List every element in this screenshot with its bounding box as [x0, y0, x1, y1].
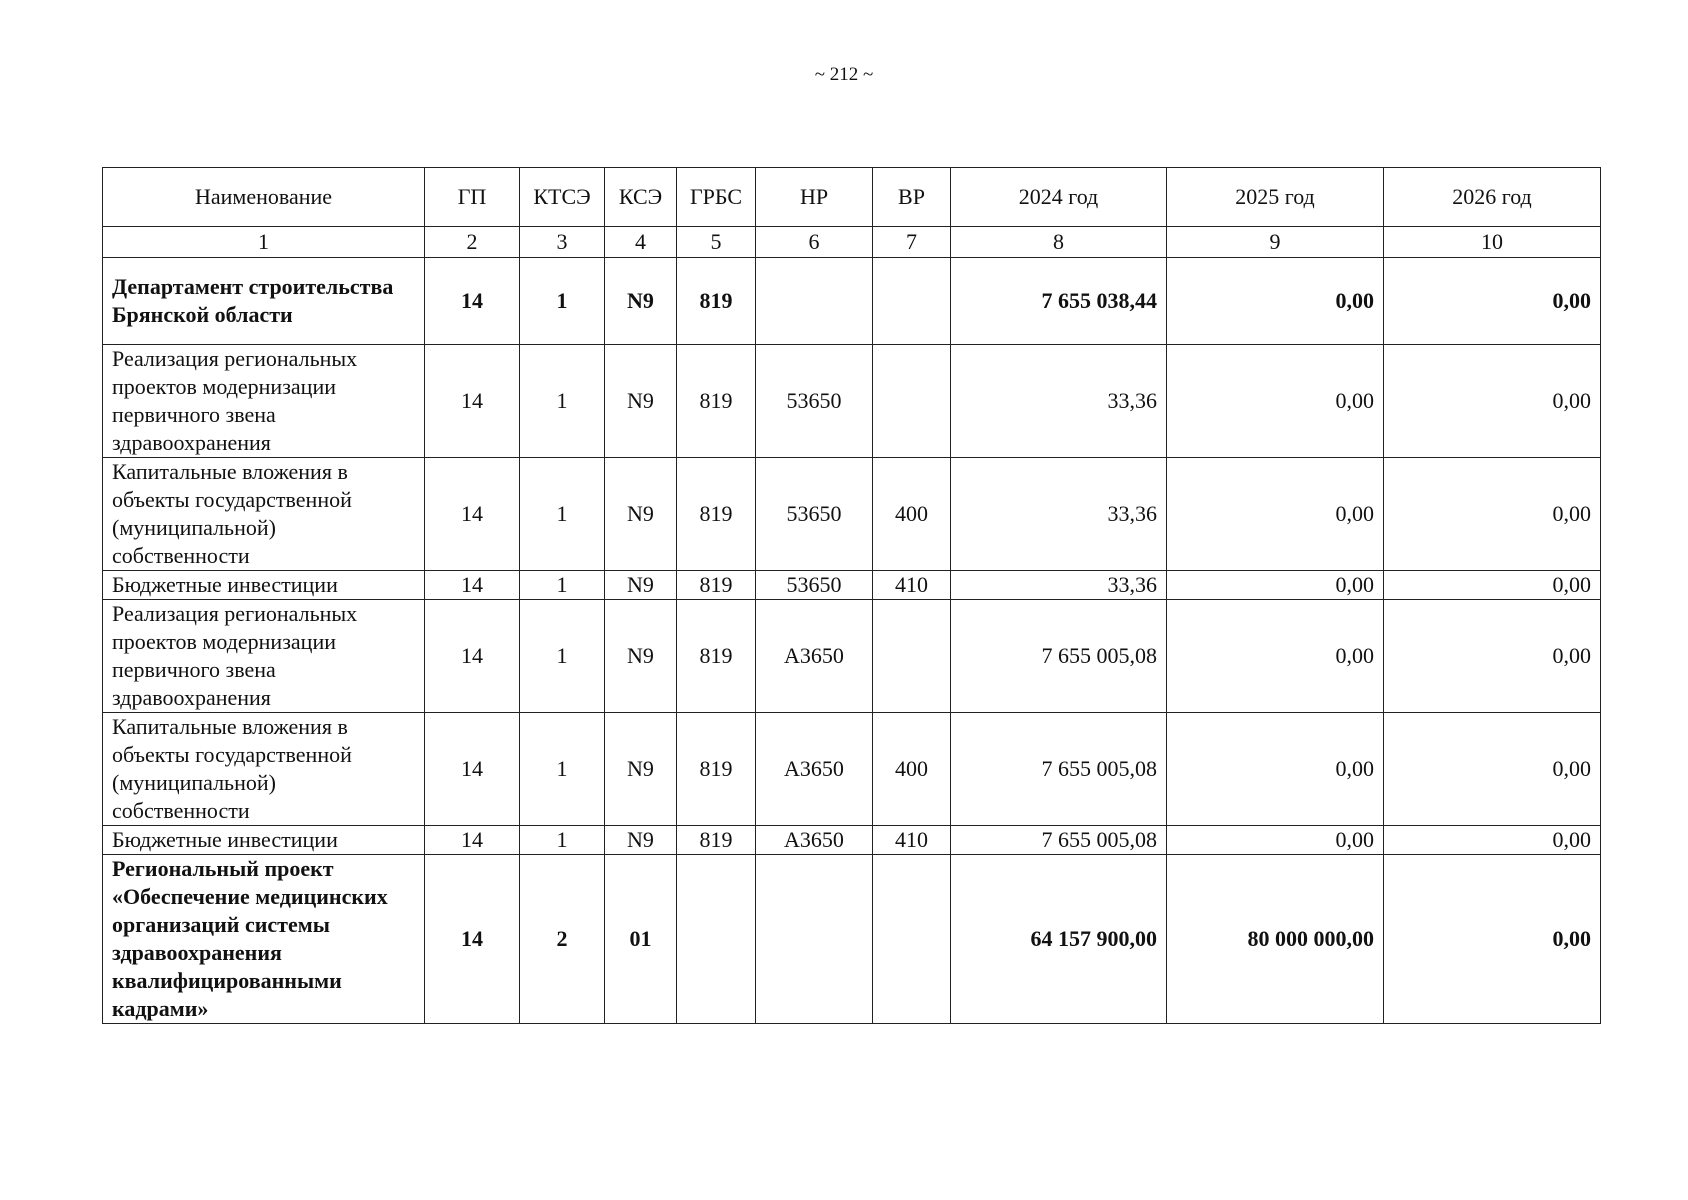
- column-number-row: [103, 227, 1601, 258]
- column-number: 2: [425, 227, 520, 258]
- row-ktse: 1: [520, 345, 605, 458]
- row-kse: N9: [605, 600, 677, 713]
- row-2024: 7 655 005,08: [951, 600, 1167, 713]
- row-name: Региональный проект «Обеспечение медицинских организаций системы здравоохранения квалифицированными кадрами»: [103, 855, 425, 1024]
- row-nr: А3650: [756, 713, 873, 826]
- table-row: [103, 258, 1601, 345]
- column-number: 9: [1167, 227, 1384, 258]
- row-2025: 0,00: [1167, 345, 1384, 458]
- row-ktse: 2: [520, 855, 605, 1024]
- row-gp: 14: [425, 855, 520, 1024]
- row-vr: [873, 600, 951, 713]
- row-gp: 14: [425, 600, 520, 713]
- row-gp: 14: [425, 258, 520, 345]
- column-number: 7: [873, 227, 951, 258]
- header-nr: НР: [756, 168, 873, 227]
- row-kse: N9: [605, 458, 677, 571]
- row-vr: [873, 258, 951, 345]
- budget-table: [102, 167, 1601, 1024]
- row-ktse: 1: [520, 458, 605, 571]
- row-grbs: [677, 855, 756, 1024]
- table-row: [103, 345, 1601, 458]
- column-number: 4: [605, 227, 677, 258]
- row-2024: 33,36: [951, 345, 1167, 458]
- header-kse: КСЭ: [605, 168, 677, 227]
- row-2025: 0,00: [1167, 600, 1384, 713]
- row-2026: 0,00: [1384, 258, 1601, 345]
- row-2026: 0,00: [1384, 458, 1601, 571]
- row-ktse: 1: [520, 571, 605, 600]
- row-gp: 14: [425, 713, 520, 826]
- header-row: [103, 168, 1601, 227]
- row-gp: 14: [425, 826, 520, 855]
- row-name: Реализация региональных проектов модернизации первичного звена здравоохранения: [103, 600, 425, 713]
- row-name: Капитальные вложения в объекты государственной (муниципальной) собственности: [103, 458, 425, 571]
- row-name: Департамент строительства Брянской области: [103, 258, 425, 345]
- row-grbs: 819: [677, 826, 756, 855]
- row-grbs: 819: [677, 345, 756, 458]
- row-2026: 0,00: [1384, 713, 1601, 826]
- row-2025: 80 000 000,00: [1167, 855, 1384, 1024]
- row-2025: 0,00: [1167, 713, 1384, 826]
- row-vr: 400: [873, 713, 951, 826]
- row-name: Бюджетные инвестиции: [103, 826, 425, 855]
- row-2024: 7 655 005,08: [951, 826, 1167, 855]
- row-vr: 410: [873, 826, 951, 855]
- row-gp: 14: [425, 458, 520, 571]
- row-name: Капитальные вложения в объекты государственной (муниципальной) собственности: [103, 713, 425, 826]
- row-gp: 14: [425, 345, 520, 458]
- row-nr: А3650: [756, 600, 873, 713]
- table-row: [103, 600, 1601, 713]
- row-grbs: 819: [677, 458, 756, 571]
- row-nr: [756, 258, 873, 345]
- row-nr: [756, 855, 873, 1024]
- row-kse: 01: [605, 855, 677, 1024]
- header-vr: ВР: [873, 168, 951, 227]
- row-2025: 0,00: [1167, 826, 1384, 855]
- row-ktse: 1: [520, 600, 605, 713]
- row-grbs: 819: [677, 600, 756, 713]
- row-2026: 0,00: [1384, 571, 1601, 600]
- row-vr: 400: [873, 458, 951, 571]
- column-number: 3: [520, 227, 605, 258]
- row-grbs: 819: [677, 571, 756, 600]
- table-row: [103, 458, 1601, 571]
- column-number: 1: [103, 227, 425, 258]
- row-nr: 53650: [756, 571, 873, 600]
- row-2026: 0,00: [1384, 855, 1601, 1024]
- header-gp: ГП: [425, 168, 520, 227]
- row-2026: 0,00: [1384, 826, 1601, 855]
- header-name: Наименование: [103, 168, 425, 227]
- row-ktse: 1: [520, 713, 605, 826]
- row-kse: N9: [605, 258, 677, 345]
- row-2024: 7 655 005,08: [951, 713, 1167, 826]
- row-vr: [873, 855, 951, 1024]
- row-2024: 33,36: [951, 458, 1167, 571]
- row-name: Бюджетные инвестиции: [103, 571, 425, 600]
- row-gp: 14: [425, 571, 520, 600]
- table-row: [103, 826, 1601, 855]
- row-2026: 0,00: [1384, 345, 1601, 458]
- page-number: ~ 212 ~: [814, 64, 874, 85]
- row-2026: 0,00: [1384, 600, 1601, 713]
- row-2024: 33,36: [951, 571, 1167, 600]
- column-number: 5: [677, 227, 756, 258]
- row-2024: 7 655 038,44: [951, 258, 1167, 345]
- row-2025: 0,00: [1167, 458, 1384, 571]
- row-nr: А3650: [756, 826, 873, 855]
- row-name: Реализация региональных проектов модернизации первичного звена здравоохранения: [103, 345, 425, 458]
- header-2025: 2025 год: [1167, 168, 1384, 227]
- table-row: [103, 855, 1601, 1024]
- row-2025: 0,00: [1167, 571, 1384, 600]
- row-ktse: 1: [520, 258, 605, 345]
- column-number: 8: [951, 227, 1167, 258]
- row-vr: 410: [873, 571, 951, 600]
- table-row: [103, 571, 1601, 600]
- header-grbs: ГРБС: [677, 168, 756, 227]
- row-kse: N9: [605, 345, 677, 458]
- row-2024: 64 157 900,00: [951, 855, 1167, 1024]
- row-grbs: 819: [677, 713, 756, 826]
- header-ktse: КТСЭ: [520, 168, 605, 227]
- row-kse: N9: [605, 826, 677, 855]
- row-vr: [873, 345, 951, 458]
- row-kse: N9: [605, 571, 677, 600]
- row-2025: 0,00: [1167, 258, 1384, 345]
- row-nr: 53650: [756, 458, 873, 571]
- header-2026: 2026 год: [1384, 168, 1601, 227]
- column-number: 6: [756, 227, 873, 258]
- table-row: [103, 713, 1601, 826]
- header-2024: 2024 год: [951, 168, 1167, 227]
- row-kse: N9: [605, 713, 677, 826]
- row-grbs: 819: [677, 258, 756, 345]
- row-nr: 53650: [756, 345, 873, 458]
- row-ktse: 1: [520, 826, 605, 855]
- column-number: 10: [1384, 227, 1601, 258]
